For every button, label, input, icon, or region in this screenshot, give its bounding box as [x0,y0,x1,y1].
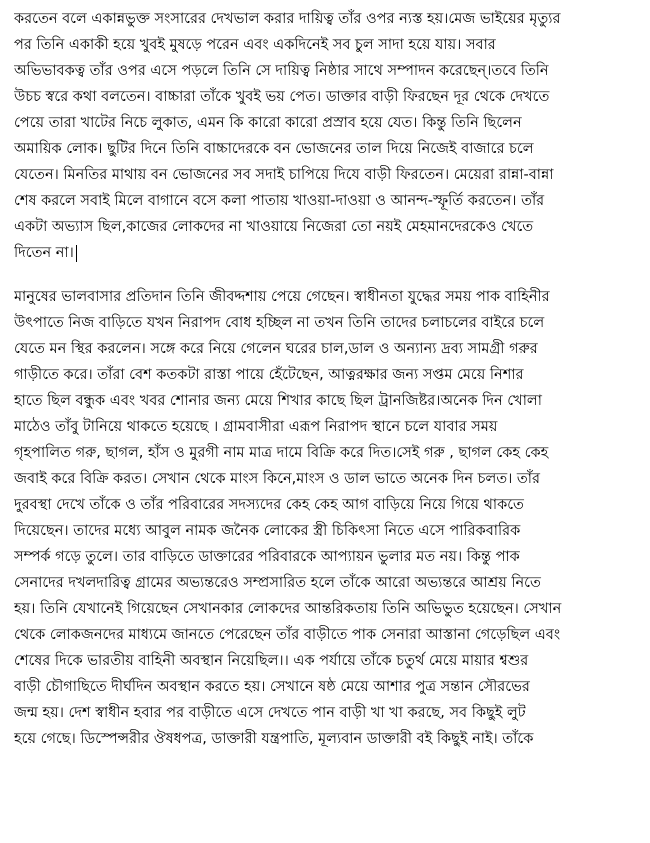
text-cursor [76,245,77,262]
text-line: যেতেন। মিনতির মাথায় বন ভোজনের সব সদাই চাপিয়ে দিযে বাড়ী ফিরতেন। মেয়েরা রান্না-বান্না [14,167,554,183]
text-line: সেনাদের দখলদারিত্ব গ্রামের অভ্যন্তরেও সম্প্রসারিত হলে তাঁকে আরো অভ্যন্তরে আশ্রয় নিতে [14,575,541,591]
text-line-last[interactable] [14,240,644,266]
document-page [14,6,644,752]
text-line: জবাই করে বিক্রি করত। সেখান থেকে মাংস কিনে,মাংস ও ডাল ভাতে অনেক দিন চলত। তাঁর [14,471,540,487]
text-line: মানুষের ভালবাসার প্রতিদান তিনি জীবদ্দশায় পেয়ে গেছেন। স্বাধীনতা যুদ্ধের সময় পাক বাহিনীর [14,289,550,305]
text-line: অভিভাবকত্ব তাঁর ওপর এসে পড়লে তিনি সে দায়িত্ব নিষ্ঠার সাথে সম্পাদন করেছেন্।তবে তিনি [14,63,549,79]
text-line: পেয়ে তারা খাটের নিচে লুকাত, এমন কি কারো কারো প্রস্রাব হয়ে যেত। কিন্তু তিনি ছিলেন [14,115,522,131]
paragraph-1 [14,6,644,266]
text-line: উৎপাতে নিজ বাড়িতে যখন নিরাপদ বোধ হচ্ছিল না তখন তিনি তাদের চলাচলের বাইরে চলে [14,315,545,331]
paragraph-spacer [14,266,644,284]
text-line: হয়। তিনি যেখানেই গিয়েছেন সেখানকার লোকদের আন্তরিকতায় তিনি অভিভুত হয়েছেন। সেখান [14,601,562,617]
text-line: গাড়ীতে করে। তাঁরা বেশ কতকটা রাস্তা পায়ে হেঁটেছেন, আত্নরক্ষার জন্য সপ্তম মেয়ে নিশার [14,367,524,383]
text-line: যেতে মন স্থির করলেন। সঙ্গে করে নিয়ে গেলেন ঘরের চাল,ডাল ও অন্যান্য দ্রব্য সামগ্রী গরুর [14,341,538,357]
text-line: হাতে ছিল বন্ধুক এবং খবর শোনার জন্য মেয়ে শিখার কাছে ছিল ট্রানজিষ্টর।অনেক দিন খোলা [14,393,542,409]
text-line: সম্পর্ক গড়ে তুলে। তার বাড়িতে ডাক্তারের পরিবারকে আপ্যায়ন ভুলার মত নয়। কিন্তু পাক [14,549,520,565]
text-line-content: দিতেন না। [14,245,74,261]
text-line: গৃহপালিত গরু, ছাগল, হাঁস ও মুরগী নাম মাত্র দামে বিক্রি করে দিত।সেই গরু , ছাগল কেহ কেহ [14,445,549,461]
text-line: করতেন বলে একান্নভুক্ত সংসারের দেখভাল করার দায়িত্ব তাঁর ওপর ন্যস্ত হয়।মেজ ভাইয়ের মৃত্যুর [14,11,561,27]
text-line: হয়ে গেছে। ডিস্পেন্সরীর ঔষধপত্র, ডাক্তারী যন্ত্রপাতি, মূল্যবান ডাক্তারী বই কিছুই নাই। তাঁকে [14,731,534,747]
text-line: শেষ করলে সবাই মিলে বাগানে বসে কলা পাতায় খাওয়া-দাওয়া ও আনন্দ-স্ফূর্তি করতেন। তাঁর [14,193,545,209]
text-line: পর তিনি একাকী হয়ে খুবই মুষড়ে পরেন এবং একদিনেই সব চুল সাদা হয়ে যায়। সবার [14,37,496,53]
text-line: উচচ স্বরে কথা বলতেন। বাচ্চারা তাঁকে খুবই ভয় পেত। ডাক্তার বাড়ী ফিরছেন দূর থেকে দেখতে [14,89,550,105]
text-line: শেষের দিকে ভারতীয় বাহিনী অবস্থান নিয়েছিল।। এক পর্যায়ে তাঁকে চতুর্থ মেয়ে মায়ার শ্বশুর [14,653,529,669]
text-line: বাড়ী চৌগাছিতে দীর্ঘদিন অবস্থান করতে হয়। সেখানে ষষ্ঠ মেয়ে আশার পুত্র সন্তান সৌরভের [14,679,530,695]
text-line: মাঠেও তাঁবু টানিয়ে থাকতে হয়েছে । গ্রামবাসীরা এরূপ নিরাপদ স্থানে চলে যাবার সময় [14,419,498,435]
text-line: একটা অভ্যাস ছিল,কাজের লোকদের না খাওয়ায়ে নিজেরা তো নয়ই মেহমানদেরকেও খেতে [14,219,534,235]
text-line: দুরবস্থা দেখে তাঁকে ও তাঁর পরিবারের সদস্যদের কেহ কেহ আগ বাড়িয়ে নিয়ে গিয়ে থাকতে [14,497,524,513]
text-line: থেকে লোকজনদের মাধ্যমে জানতে পেরেছেন তাঁর বাড়ীতে পাক সেনারা আস্তানা গেড়েছিল এবং [14,627,561,643]
text-line: জন্ম হয়। দেশ স্বাধীন হবার পর বাড়ীতে এসে দেখতে পান বাড়ী খা খা করছে, সব কিছুই লুট [14,705,526,721]
paragraph-2 [14,284,644,752]
text-line: অমায়িক লোক। ছুটির দিনে তিনি বাচ্চাদেরকে বন ভোজনের তাল দিয়ে নিজেই বাজারে চলে [14,141,534,157]
text-line: দিয়েছেন। তাদের মধ্যে আবুল নামক জনৈক লোকের স্ত্রী চিকিৎসা নিতে এসে পারিকবারিক [14,523,521,539]
